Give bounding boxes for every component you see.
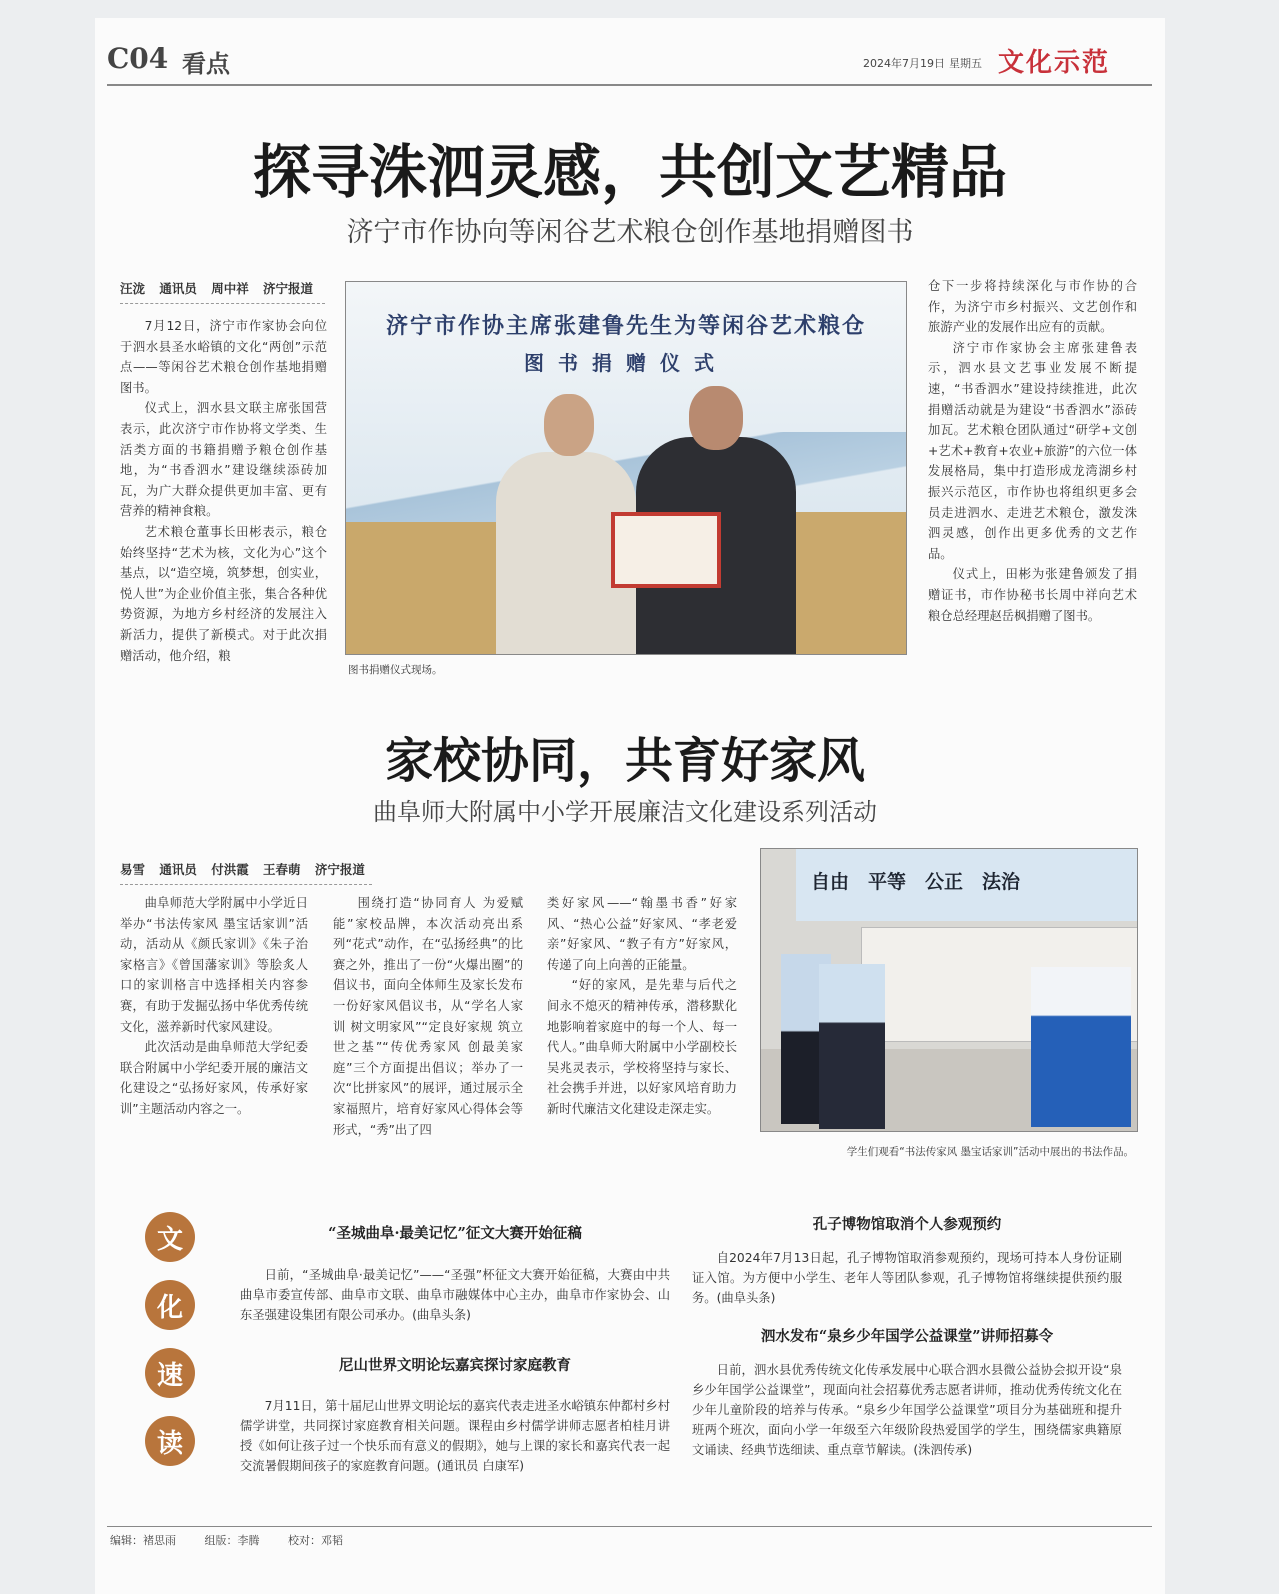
article1-byline: 汪泷 通讯员 周中祥 济宁报道	[120, 279, 325, 304]
paragraph: 7月12日，济宁市作家协会向位于泗水县圣水峪镇的文化“两创”示范点——等闲谷艺术粮仓创作基地捐赠图书。	[120, 319, 327, 395]
issue-date: 2024年7月19日	[863, 57, 945, 70]
photo-board-text: 自由 平等 公正 法治	[811, 871, 1021, 893]
section-badge-char: 文	[145, 1212, 195, 1262]
paragraph: 艺术粮仓董事长田彬表示，粮仓始终坚持“艺术为核，文化为心”这个基点，以“造空境，筑梦想，创实业，悦人世”为企业价值主张，集合各种优势资源，为地方乡村经济的发展注入新活力，提供了新模式。对于此次捐赠活动，他介绍，粮	[120, 524, 327, 663]
photo-banner-line1: 济宁市作协主席张建鲁先生为等闲谷艺术粮仓	[385, 313, 866, 339]
article2-column-1	[120, 893, 308, 1120]
brief-body	[240, 1396, 670, 1476]
page-number: C04	[107, 42, 169, 75]
section-badge-char: 化	[145, 1280, 195, 1330]
paragraph: 济宁市作家协会主席张建鲁表示，泗水县文艺事业发展不断提速，“书香泗水”建设持续推进，此次捐赠活动就是为建设“书香泗水”添砖加瓦。艺术粮仓团队通过“研学+文创+艺术+教育+农业+旅游”的六位一体发展格局，集中打造形成龙湾湖乡村振兴示范区，市作协也将组织更多会员走进泗水、走进艺术粮仓，激发洙泗灵感，创作出更多优秀的文艺作品。	[928, 340, 1137, 561]
article1-right-column	[928, 276, 1137, 626]
article2-column-3	[547, 893, 737, 1120]
brief-body	[692, 1248, 1122, 1308]
paragraph: 7月11日，第十届尼山世界文明论坛的嘉宾代表走进圣水峪镇东仲都村乡村儒学讲堂，共同探讨家庭教育相关问题。课程由乡村儒学讲师志愿者柏桂月讲授《如何让孩子过一个快乐而有意义的假期》，她与上课的家长和嘉宾代表一起交流暑假期间孩子的家庭教育问题。(通讯员 白康军)	[240, 1399, 670, 1473]
brief-body	[240, 1265, 670, 1325]
article1-title: 探寻洙泗灵感，共创文艺精品	[252, 138, 1007, 206]
person-right-head	[689, 386, 743, 450]
student	[1079, 967, 1131, 1127]
article2-photo-caption: 学生们观看“书法传家风 墨宝话家训”活动中展出的书法作品。	[846, 1146, 1134, 1158]
paragraph: 日前，“圣城曲阜·最美记忆”——“圣强”杯征文大赛开始征稿，大赛由中共曲阜市委宣传部、曲阜市文联、曲阜市融媒体中心主办，曲阜市作家协会、山东圣强建设集团有限公司承办。(曲阜头条)	[240, 1268, 670, 1322]
issue-weekday: 星期五	[949, 57, 982, 70]
book-stack	[346, 522, 496, 655]
article1-subtitle: 济宁市作协向等闲谷艺术粮仓创作基地捐赠图书	[346, 217, 914, 248]
footer-rule	[107, 1526, 1152, 1527]
person-left-head	[544, 394, 594, 456]
paragraph: 日前，泗水县优秀传统文化传承发展中心联合泗水县微公益协会拟开设“泉乡少年国学公益课堂”，现面向社会招募优秀志愿者讲师，推动优秀传统文化在少年儿童阶段的培养与传承。“泉乡少年国学公益课堂”项目分为基础班和提升班两个班次，面向小学一年级至六年级阶段热爱国学的学生，围绕儒家典籍原文诵读、经典节选细读、重点章节解读。(洙泗传承)	[692, 1363, 1122, 1457]
paragraph: 曲阜师范大学附属中小学近日举办“书法传家风 墨宝话家训”活动，活动从《颜氏家训》《朱子治家格言》《曾国藩家训》等脍炙人口的家训格言中选择相关内容参赛，有助于发掘弘扬中华优秀传统文化，滋养新时代家风建设。	[120, 896, 308, 1034]
footer-credits	[110, 1532, 343, 1548]
paragraph: 仪式上，田彬为张建鲁颁发了捐赠证书，市作协秘书长周中祥向艺术粮仓总经理赵岳枫捐赠了图书。	[928, 567, 1137, 623]
header-rule	[107, 84, 1152, 86]
photo-banner-line2: 图书捐赠仪式	[524, 351, 728, 375]
article2-photo	[760, 848, 1138, 1132]
section-name: 看点	[182, 50, 230, 78]
article2-title: 家校协同，共育好家风	[384, 733, 865, 789]
article2-subtitle: 曲阜师大附属中小学开展廉洁文化建设系列活动	[373, 798, 877, 826]
donation-certificate	[611, 512, 721, 588]
article2-byline: 易雪 通讯员 付洪霞 王春萌 济宁报道	[120, 860, 372, 885]
layout-credit: 组版：李腾	[204, 1534, 260, 1547]
paragraph: 围绕打造“协同育人 为爱赋能”家校品牌，本次活动亮出系列“花式”动作，在“弘扬经典”的比赛之外，推出了一份“火爆出圈”的倡议书，面向全体师生及家长发布一份好家风倡议书，从“学名人家训 树文明家风”“定良好家规 筑立世之基”“传优秀家风 创最美家庭”三个方面提出倡议；举办了一次“比拼家风”的展评，通过展示全家福照片，培育好家风心得体会等形式，“秀”出了四	[333, 896, 523, 1137]
article1-left-column	[120, 316, 327, 671]
paragraph: 仪式上，泗水县文联主席张国营表示，此次济宁市作协将文学类、生活类方面的书籍捐赠予粮仓创作基地，为“书香泗水”建设继续添砖加瓦，为广大群众提供更加丰富、更有营养的精神食粮。	[120, 401, 327, 519]
paragraph: “好的家风，是先辈与后代之间永不熄灭的精神传承，潜移默化地影响着家庭中的每一个人、每一代人。”曲阜师大附属中小学副校长吴兆灵表示，学校将坚持与家长、社会携手并进，以好家风培育助力新时代廉洁文化建设走深走实。	[547, 978, 737, 1116]
brief-title: 孔子博物馆取消个人参观预约	[812, 1216, 1002, 1233]
masthead-logo: 文化示范	[998, 48, 1111, 78]
brief-title: 尼山世界文明论坛嘉宾探讨家庭教育	[339, 1357, 571, 1374]
paragraph: 此次活动是曲阜师范大学纪委联合附属中小学纪委开展的廉洁文化建设之“弘扬好家风，传承好家训”主题活动内容之一。	[120, 1040, 308, 1116]
article1-photo-caption: 图书捐赠仪式现场。	[348, 664, 443, 676]
section-badge-char: 读	[145, 1416, 195, 1466]
section-badge-char: 速	[145, 1348, 195, 1398]
editor-credit: 编辑：褚思雨	[110, 1534, 176, 1547]
brief-title: “圣城曲阜·最美记忆”征文大赛开始征稿	[328, 1225, 582, 1242]
paragraph: 自2024年7月13日起，孔子博物馆取消参观预约，现场可持本人身份证刷证入馆。为方便中小学生、老年人等团队参观，孔子博物馆将继续提供预约服务。(曲阜头条)	[692, 1251, 1122, 1305]
brief-body	[692, 1360, 1122, 1460]
brief-title: 泗水发布“泉乡少年国学公益课堂”讲师招募令	[760, 1328, 1054, 1345]
paragraph: 仓下一步将持续深化与市作协的合作，为济宁市乡村振兴、文艺创作和旅游产业的发展作出应有的贡献。	[928, 279, 1137, 335]
student	[819, 964, 885, 1129]
student	[1031, 967, 1083, 1127]
proof-credit: 校对：邓韬	[288, 1534, 343, 1547]
article1-photo	[345, 281, 907, 655]
article2-column-2	[333, 893, 523, 1140]
paragraph: 类好家风——“翰墨书香”好家风、“热心公益”好家风、“孝老爱亲”好家风、“教子有方”好家风，传递了向上向善的正能量。	[547, 896, 737, 972]
